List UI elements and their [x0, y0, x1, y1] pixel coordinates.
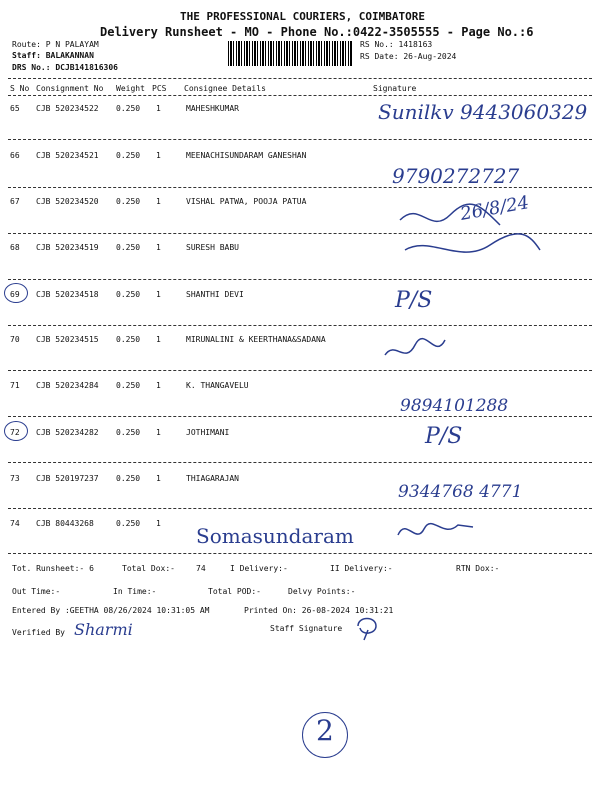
row-pcs: 1: [156, 151, 161, 160]
handwritten-consignee: Somasundaram: [196, 524, 354, 548]
row-weight: 0.250: [116, 104, 141, 113]
table-bottom-divider: [8, 553, 592, 554]
total-pod: Total POD:-: [208, 587, 261, 596]
row-consignment: CJB 520234518: [36, 290, 99, 299]
verified-by-label: Verified By: [12, 628, 65, 637]
col-pcs: PCS: [152, 84, 167, 93]
header-top-divider: [8, 78, 592, 79]
row-consignee: MAHESHKUMAR: [186, 104, 239, 113]
row-divider: [8, 139, 592, 140]
row-weight: 0.250: [116, 519, 141, 528]
row-consignment: CJB 80443268: [36, 519, 94, 528]
signature: Sunilkv 9443060329: [378, 100, 588, 124]
rs-number: RS No.: 1418163: [360, 40, 433, 49]
staff-signature-scribble: [350, 612, 384, 642]
row-divider: [8, 416, 592, 417]
row-consignment: CJB 520234520: [36, 197, 99, 206]
signature: 26/8/24: [458, 192, 531, 225]
runsheet-title: Delivery Runsheet - MO - Phone No.:0422-3505555 - Page No.:6: [100, 25, 534, 39]
verified-signature: Sharmi: [74, 620, 133, 639]
drs-number: DRS No.: DCJB141816306: [12, 63, 118, 72]
signature: 9344768 4771: [398, 482, 523, 502]
row-weight: 0.250: [116, 381, 141, 390]
printed-on: Printed On: 26-08-2024 10:31:21: [244, 606, 394, 615]
row-sno: 73: [10, 474, 20, 483]
signature: 9894101288: [400, 396, 509, 416]
row-consignment: CJB 520234521: [36, 151, 99, 160]
col-weight: Weight: [116, 84, 145, 93]
rtn-dox: RTN Dox:-: [456, 564, 500, 573]
row-consignee: SURESH BABU: [186, 243, 239, 252]
row-consignee: JOTHIMANI: [186, 428, 230, 437]
in-time: In Time:-: [113, 587, 157, 596]
row-consignment: CJB 520234522: [36, 104, 99, 113]
row-sno: 65: [10, 104, 20, 113]
total-dox-label: Total Dox:-: [122, 564, 175, 573]
row-consignment: CJB 520234515: [36, 335, 99, 344]
row-consignee: THIAGARAJAN: [186, 474, 239, 483]
row-divider: [8, 279, 592, 280]
row-sno: 70: [10, 335, 20, 344]
row-divider: [8, 462, 592, 463]
row-consignment: CJB 520234282: [36, 428, 99, 437]
row-pcs: 1: [156, 474, 161, 483]
row-consignment: CJB 520234284: [36, 381, 99, 390]
ii-delivery: II Delivery:-: [330, 564, 393, 573]
signature: P/S: [425, 424, 463, 449]
out-time: Out Time:-: [12, 587, 61, 596]
page-mark: 2: [316, 714, 334, 747]
staff-label: Staff: BALAKANNAN: [12, 51, 94, 60]
signature: P/S: [395, 288, 433, 313]
row-weight: 0.250: [116, 474, 141, 483]
row-consignee: SHANTHI DEVI: [186, 290, 244, 299]
row-sno: 72: [10, 428, 20, 437]
col-sno: S No: [10, 84, 30, 93]
company-name: THE PROFESSIONAL COURIERS, COIMBATORE: [180, 10, 426, 23]
row-pcs: 1: [156, 381, 161, 390]
row-divider: [8, 370, 592, 371]
row-weight: 0.250: [116, 243, 141, 252]
row-sno: 66: [10, 151, 20, 160]
signature-scribble: [388, 515, 478, 549]
row-divider: [8, 325, 592, 326]
col-consignment: Consignment No: [36, 84, 104, 93]
row-divider: [8, 187, 592, 188]
row-consignee: MIRUNALINI & KEERTHANA&SADANA: [186, 335, 326, 344]
row-consignee: MEENACHISUNDARAM GANESHAN: [186, 151, 307, 160]
barcode-image: [228, 41, 353, 66]
row-pcs: 1: [156, 428, 161, 437]
col-signature: Signature: [373, 84, 417, 93]
tot-runsheet: Tot. Runsheet:- 6: [12, 564, 94, 573]
row-pcs: 1: [156, 197, 161, 206]
row-consignment: CJB 520234519: [36, 243, 99, 252]
row-consignee: VISHAL PATWA, POOJA PATUA: [186, 197, 307, 206]
row-pcs: 1: [156, 519, 161, 528]
signature: 9790272727: [392, 164, 520, 188]
row-consignee: K. THANGAVELU: [186, 381, 249, 390]
row-sno: 74: [10, 519, 20, 528]
row-sno: 67: [10, 197, 20, 206]
col-consignee: Consignee Details: [184, 84, 266, 93]
row-pcs: 1: [156, 335, 161, 344]
header-bottom-divider: [8, 95, 592, 96]
i-delivery: I Delivery:-: [230, 564, 288, 573]
row-weight: 0.250: [116, 335, 141, 344]
staff-signature-label: Staff Signature: [270, 624, 343, 633]
entered-by: Entered By :GEETHA 08/26/2024 10:31:05 AM: [12, 606, 210, 615]
signature-scribble: [380, 330, 450, 370]
row-divider: [8, 508, 592, 509]
row-sno: 69: [10, 290, 20, 299]
total-dox-value: 74: [196, 564, 206, 573]
row-sno: 68: [10, 243, 20, 252]
row-consignment: CJB 520197237: [36, 474, 99, 483]
row-pcs: 1: [156, 104, 161, 113]
row-weight: 0.250: [116, 197, 141, 206]
row-weight: 0.250: [116, 290, 141, 299]
route-label: Route: P N PALAYAM: [12, 40, 99, 49]
row-sno: 71: [10, 381, 20, 390]
row-weight: 0.250: [116, 151, 141, 160]
row-pcs: 1: [156, 290, 161, 299]
rs-date: RS Date: 26-Aug-2024: [360, 52, 457, 61]
row-weight: 0.250: [116, 428, 141, 437]
delvy-points: Delvy Points:-: [288, 587, 356, 596]
row-pcs: 1: [156, 243, 161, 252]
signature-scribble: [390, 195, 550, 265]
